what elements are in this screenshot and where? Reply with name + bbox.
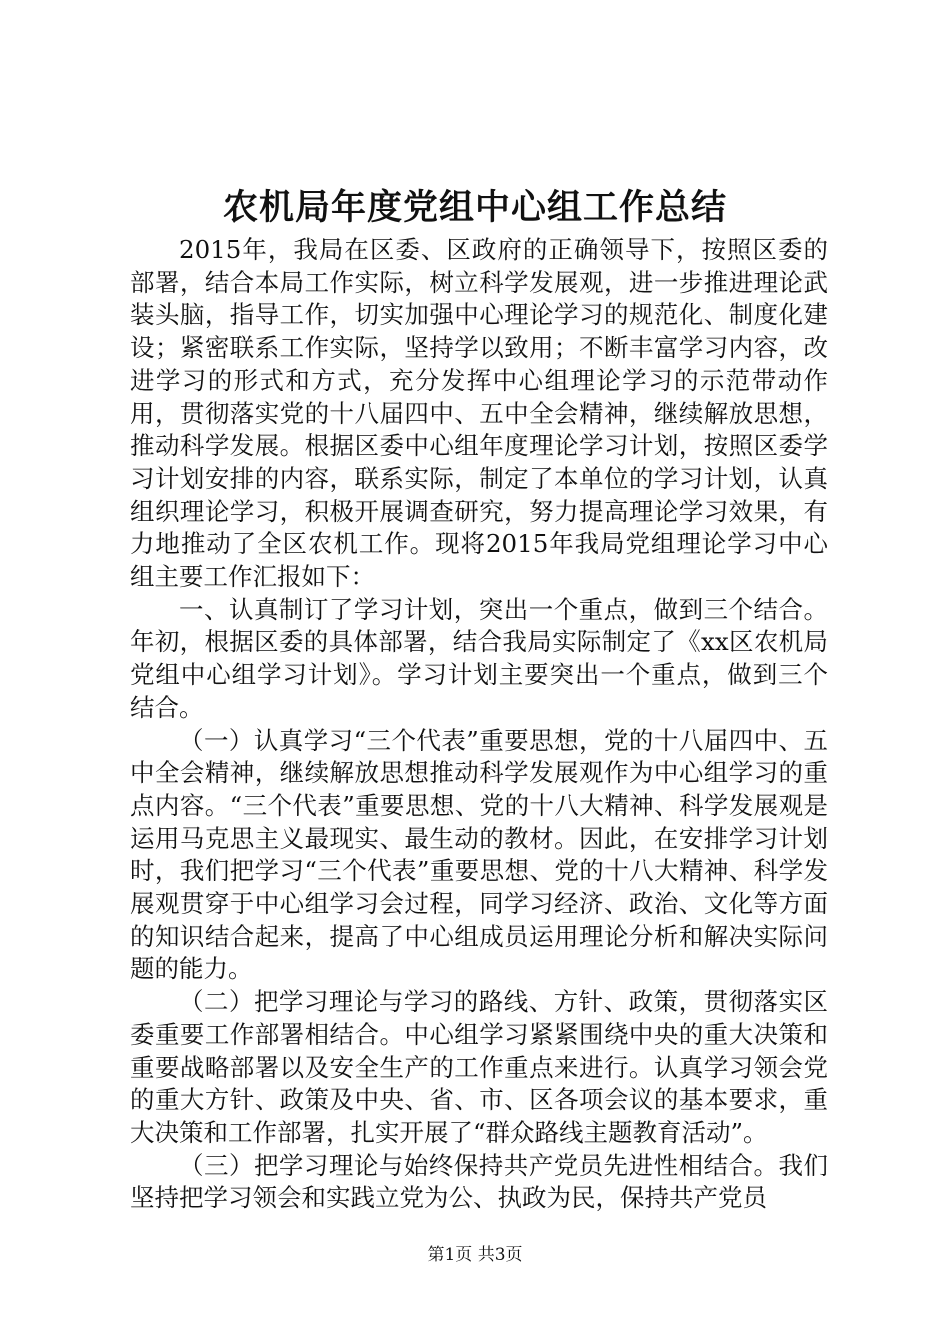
paragraph-item-3: （三）把学习理论与始终保持共产党员先进性相结合。我们坚持把学习领会和实践立党为公、执政为民，保持共产党员 bbox=[130, 1150, 828, 1213]
paragraph-item-1: （一）认真学习“三个代表”重要思想，党的十八届四中、五中全会精神，继续解放思想推动科学发展观作为中心组学习的重点内容。“三个代表”重要思想、党的十八大精神、科学发展观是运用马克思主义最现实、最生动的教材。因此，在安排学习计划时，我们把学习“三个代表”重要思想、党的十八大精神、科学发展观贯穿于中心组学习会过程，同学习经济、政治、文化等方面的知识结合起来，提高了中心组成员运用理论分析和解决实际问题的能力。 bbox=[130, 725, 828, 984]
page-number-footer: 第1页 共3页 bbox=[427, 1245, 523, 1265]
document-body bbox=[130, 234, 828, 1215]
paragraph-section-1: 一、认真制订了学习计划，突出一个重点，做到三个结合。年初，根据区委的具体部署，结合我局实际制定了《xx区农机局党组中心组学习计划》。学习计划主要突出一个重点，做到三个结合。 bbox=[130, 594, 828, 722]
document-title: 农机局年度党组中心组工作总结 bbox=[222, 187, 727, 228]
paragraph-item-2: （二）把学习理论与学习的路线、方针、政策，贯彻落实区委重要工作部署相结合。中心组学习紧紧围绕中央的重大决策和重要战略部署以及安全生产的工作重点来进行。认真学习领会党的重大方针、政策及中央、省、市、区各项会议的基本要求，重大决策和工作部署，扎实开展了“群众路线主题教育活动”。 bbox=[130, 987, 828, 1147]
paragraph-intro: 2015年，我局在区委、区政府的正确领导下，按照区委的部署，结合本局工作实际，树立科学发展观，进一步推进理论武装头脑，指导工作，切实加强中心理论学习的规范化、制度化建设；紧密联系工作实际，坚持学以致用；不断丰富学习内容，改进学习的形式和方式，充分发挥中心组理论学习的示范带动作用，贯彻落实党的十八届四中、五中全会精神，继续解放思想，推动科学发展。根据区委中心组年度理论学习计划，按照区委学习计划安排的内容，联系实际，制定了本单位的学习计划，认真组织理论学习，积极开展调查研究，努力提高理论学习效果，有力地推动了全区农机工作。现将2015年我局党组理论学习中心组主要工作汇报如下： bbox=[130, 235, 828, 592]
